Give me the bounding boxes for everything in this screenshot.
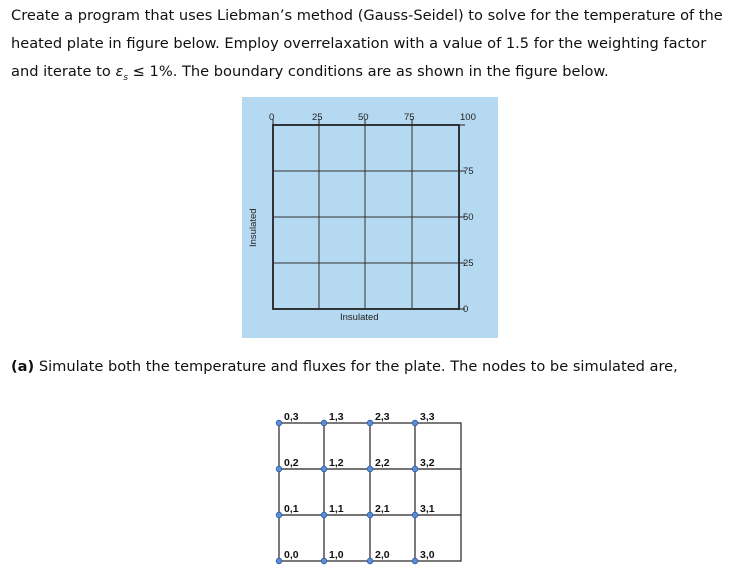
- nodes-figure: [272, 400, 472, 570]
- node-dot: [276, 466, 282, 472]
- node-label: 1,0: [329, 549, 344, 561]
- node-label: 0,1: [284, 503, 299, 515]
- node-label: 2,0: [375, 549, 390, 561]
- problem-statement: [11, 2, 726, 92]
- node-dot: [412, 558, 418, 564]
- node-dot: [367, 466, 373, 472]
- node-label: 2,2: [375, 457, 390, 469]
- right-label-25: 25: [463, 258, 474, 269]
- node-label: 3,0: [420, 549, 435, 561]
- node-label: 1,1: [329, 503, 344, 515]
- top-label-50: 50: [358, 112, 369, 123]
- node-label: 3,2: [420, 457, 435, 469]
- node-dot: [276, 420, 282, 426]
- node-dot: [276, 558, 282, 564]
- node-dot: [321, 558, 327, 564]
- plate-grid: [242, 97, 498, 338]
- problem-text-after: ≤ 1%. The boundary conditions are as shown in the figure below.: [128, 63, 609, 80]
- node-dot: [321, 420, 327, 426]
- top-label-0: 0: [269, 112, 275, 123]
- top-label-25: 25: [312, 112, 323, 123]
- node-dot: [412, 466, 418, 472]
- heated-plate-figure: [242, 97, 498, 338]
- top-label-75: 75: [404, 112, 415, 123]
- node-label: 1,3: [329, 411, 344, 423]
- node-dot: [367, 512, 373, 518]
- part-a-text: Simulate both the temperature and fluxes for the plate. The nodes to be simulated are,: [34, 358, 678, 375]
- node-dot: [367, 558, 373, 564]
- node-dot: [321, 466, 327, 472]
- top-label-100: 100: [460, 112, 476, 123]
- node-label: 0,2: [284, 457, 299, 469]
- node-label: 0,0: [284, 549, 299, 561]
- problem-text-before: Create a program that uses Liebman’s method (Gauss-Seidel) to solve for the temperature of the heated plate in figure below. Employ overrelaxation with a value of 1.5 for the weighting factor and iterate to: [11, 7, 723, 80]
- node-dot: [367, 420, 373, 426]
- node-label: 2,1: [375, 503, 390, 515]
- node-label: 3,1: [420, 503, 435, 515]
- part-a-statement: [11, 357, 726, 377]
- node-dot: [412, 512, 418, 518]
- node-dot: [321, 512, 327, 518]
- node-label: 2,3: [375, 411, 390, 423]
- node-label: 1,2: [329, 457, 344, 469]
- node-label: 3,3: [420, 411, 435, 423]
- right-label-0: 0: [463, 304, 469, 315]
- nodes-grid: [272, 400, 472, 570]
- right-label-75: 75: [463, 166, 474, 177]
- part-a-label: (a): [11, 358, 35, 375]
- node-dot: [276, 512, 282, 518]
- epsilon-symbol: $\varepsilon_s$: [115, 63, 129, 83]
- right-label-50: 50: [463, 212, 474, 223]
- insulated-bottom-label: Insulated: [340, 312, 379, 323]
- insulated-left-label: Insulated: [248, 208, 259, 247]
- node-label: 0,3: [284, 411, 299, 423]
- node-dot: [412, 420, 418, 426]
